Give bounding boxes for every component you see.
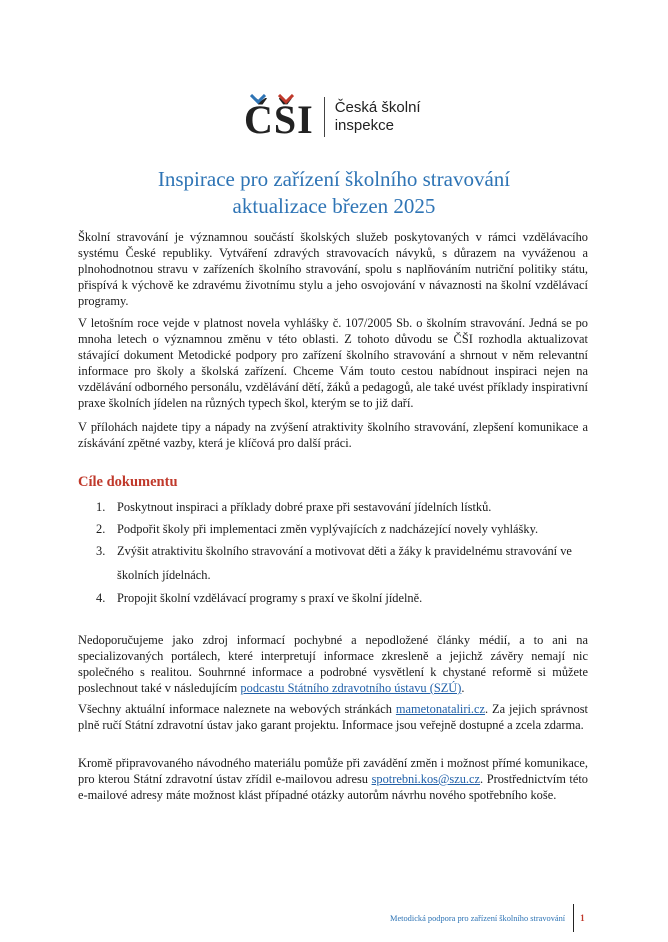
footer-divider: [573, 904, 574, 932]
email-link[interactable]: spotrebni.kos@szu.cz: [371, 772, 481, 786]
goal-number: 1.: [96, 500, 106, 514]
page-number: 1: [580, 913, 585, 923]
csi-logo: [244, 92, 421, 142]
paragraph-contact-end: . Prostřednictvím této e-mailové adresy máte možnost klást případné otázky autorům návrhu nového spotřebního koše.: [78, 772, 588, 802]
paragraph-sources: [78, 632, 588, 696]
paragraph-sources-text: Nedoporučujeme jako zdroj informací pochybné a nepodložené články médií, a to ani na specializovaných portálech, které interpretují informace zkresleně a jejichž závěry nemají nic společného s realitou. Souhrnné informace a podrobné vysvětlení k chystané reformě si můžete poslechnout také v následujícím: [78, 633, 588, 695]
logo-hacek-c-icon: [250, 94, 266, 104]
footer-title: Metodická podpora pro zařízení školního stravování: [390, 913, 566, 923]
paragraph-website-text: Všechny aktuální informace naleznete na webových stránkách: [78, 702, 396, 716]
logo-mark-text: ČŠI: [244, 97, 314, 142]
document-title: Inspirace pro zařízení školního stravování: [157, 167, 511, 191]
logo-text: [335, 99, 421, 135]
website-link[interactable]: mametonataliri.cz: [395, 702, 486, 716]
goal-number: 4.: [96, 591, 106, 605]
goal-text: Propojit školní vzdělávací programy s praxí ve školní jídelně.: [117, 591, 423, 605]
page-footer: [390, 904, 585, 932]
logo-line-1: Česká školní: [334, 99, 421, 116]
paragraph-contact-text: Kromě připravovaného návodného materiálu pomůže při zavádění změn i možnost přímé komunikace, pro kterou Státní zdravotní ústav zřídil e-mailovou adresu: [78, 756, 588, 786]
goal-text: Poskytnout inspiraci a příklady dobré praxe při sestavování jídelních lístků.: [117, 500, 492, 514]
paragraph-sources-end: .: [461, 681, 465, 695]
logo-line-2: inspekce: [334, 117, 394, 134]
goal-item: [96, 496, 596, 518]
goal-number: 3.: [96, 544, 106, 558]
logo-mark: [244, 94, 314, 140]
goal-text: Podpořit školy při implementaci změn vyplývajících z nadcházející novely vyhlášky.: [117, 522, 539, 536]
goal-item: [96, 587, 596, 609]
paragraph-prilohy: V přílohách najdete tipy a nápady na zvýšení atraktivity školního stravování, zlepšení komunikace a získávání zpětné vazby, která je klíčová pro další práci.: [78, 420, 588, 450]
goal-item: [96, 539, 596, 587]
goal-item: [96, 518, 596, 540]
logo-divider: [324, 97, 325, 137]
goal-text: Zvýšit atraktivitu školního stravování a motivovat děti a žáky k pravidelnému stravování ve školních jídelnách.: [117, 544, 572, 582]
section-heading-goals: Cíle dokumentu: [78, 474, 178, 490]
logo-hacek-s-icon: [278, 94, 294, 104]
paragraph-novela: V letošním roce vejde v platnost novela vyhlášky č. 107/2005 Sb. o školním stravování. Jedná se po mnoha letech o významnou změnu v této oblasti. Z tohoto důvodu se ČŠI rozhodla aktualizovat stávající dokument Metodické podpory pro zařízení školního stravování a shrnout v něm relevantní informace pro školy a školská zařízení. Chceme Vám touto cestou nabídnout inspiraci nejen na vzdělávání odborného personálu, vzdělávání dětí, žáků a pedagogů, ale také uvést příklady inspirativní praxe školních jídelen na různých typech škol, kterým se to již daří.: [78, 316, 588, 410]
podcast-link[interactable]: podcastu Státního zdravotního ústavu (SZÚ): [240, 681, 462, 695]
paragraph-website: [78, 701, 588, 733]
paragraph-intro: Školní stravování je významnou součástí školských služeb poskytovaných v rámci vzdělávacího systému České republiky. Vytváření zdravých stravovacích návyků, s důrazem na vyváženou a plnohodnotnou stravu v zařízeních školního stravování, spolu s naplňováním nutriční politiky státu, přispívá k výchově ke zdravému životnímu stylu a jeho osvojování v návaznosti na školní vzdělávací programy.: [78, 230, 588, 308]
goal-number: 2.: [96, 522, 106, 536]
document-subtitle: aktualizace březen 2025: [232, 194, 436, 218]
paragraph-website-end: . Za jejich správnost plně ručí Státní zdravotní ústav jako garant projektu. Informace jsou veřejně dostupné a zcela zdarma.: [78, 702, 588, 732]
paragraph-contact: [78, 755, 588, 803]
